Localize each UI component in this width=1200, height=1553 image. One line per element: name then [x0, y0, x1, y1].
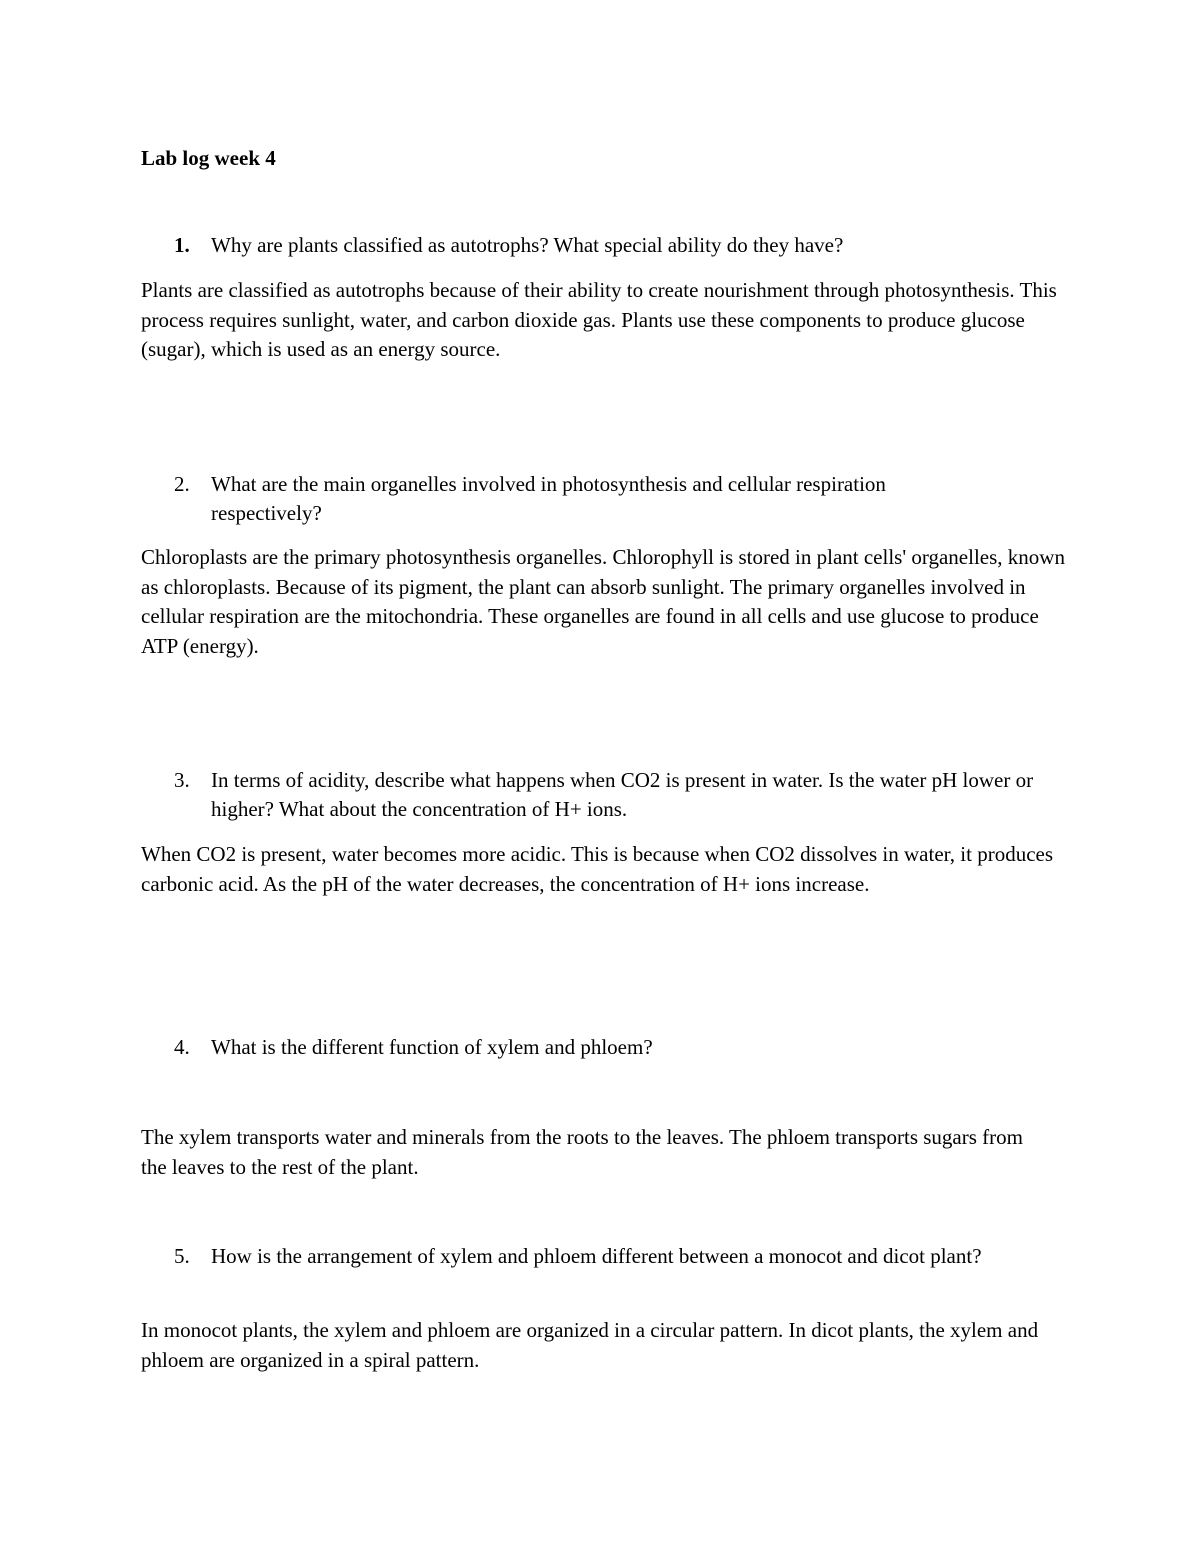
- question-text: In terms of acidity, describe what happens when CO2 is present in water. Is the water pH lower or higher? What about the concentration of H+ ions.: [211, 768, 1034, 821]
- answer-4: The xylem transports water and minerals from the roots to the leaves. The phloem transports sugars from the leaves to the rest of the plant.: [141, 1125, 1023, 1179]
- question-5: [141, 1242, 1041, 1271]
- document-title: Lab log week 4: [141, 146, 276, 170]
- question-1: [141, 231, 1061, 260]
- question-number: 5.: [174, 1244, 190, 1268]
- answer-2: Chloroplasts are the primary photosynthesis organelles. Chlorophyll is stored in plant cells' organelles, known as chloroplasts. Because of its pigment, the plant can absorb sunlight. The primary organelles involved in cellular respiration are the mitochondria. These organelles are found in all cells and use glucose to produce ATP (energy).: [141, 545, 1065, 658]
- question-text: What are the main organelles involved in photosynthesis and cellular respiration respectively?: [211, 472, 886, 525]
- question-number: 2.: [174, 472, 190, 496]
- question-2: [141, 470, 1001, 528]
- question-number: 4.: [174, 1035, 190, 1059]
- answer-5: In monocot plants, the xylem and phloem are organized in a circular pattern. In dicot plants, the xylem and phloem are organized in a spiral pattern.: [141, 1318, 1039, 1372]
- question-text: What is the different function of xylem and phloem?: [211, 1035, 653, 1059]
- answer-3: When CO2 is present, water becomes more acidic. This is because when CO2 dissolves in water, it produces carbonic acid. As the pH of the water decreases, the concentration of H+ ions increase.: [141, 842, 1054, 896]
- question-text: How is the arrangement of xylem and phloem different between a monocot and dicot plant?: [211, 1244, 982, 1268]
- question-text: Why are plants classified as autotrophs? What special ability do they have?: [211, 233, 844, 257]
- question-number: 3.: [174, 768, 190, 792]
- question-4: [141, 1033, 1061, 1062]
- question-number: 1.: [174, 233, 190, 257]
- answer-1: Plants are classified as autotrophs because of their ability to create nourishment through photosynthesis. This process requires sunlight, water, and carbon dioxide gas. Plants use these components to produce glucose (sugar), which is used as an energy source.: [141, 278, 1057, 361]
- question-3: [141, 766, 1061, 824]
